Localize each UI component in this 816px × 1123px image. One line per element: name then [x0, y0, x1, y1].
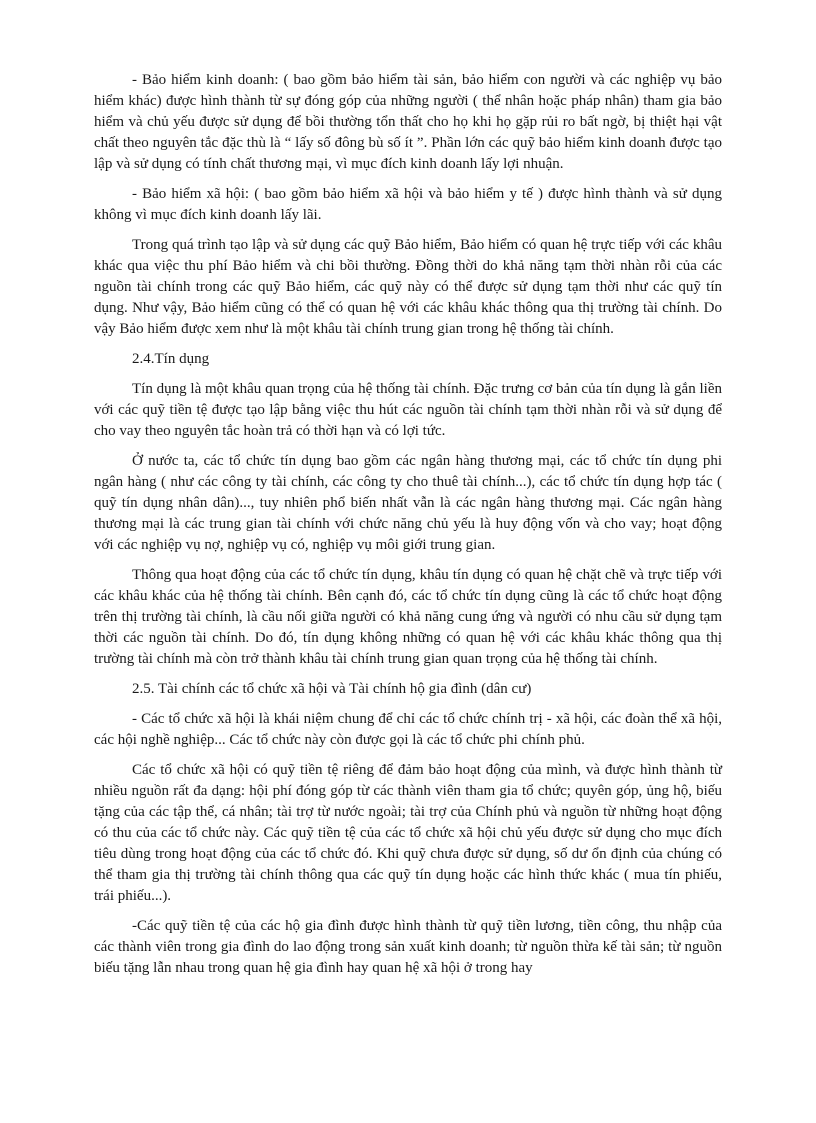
paragraph-bao-hiem-kinh-doanh: - Bảo hiểm kinh doanh: ( bao gồm bảo hiểm tài sản, bảo hiểm con người và các nghiệp vụ bảo hiểm khác) được hình thành từ sự đóng góp của những người ( thể nhân hoặc pháp nhân) tham gia bảo hiểm và chủ yếu được sử dụng để bồi thường tổn thất cho họ khi họ gặp rủi ro bất ngờ, bị thiệt hại vật chất theo nguyên tắc đặc thù là “ lấy số đông bù số ít ”. Phần lớn các quỹ bảo hiểm kinh doanh được tạo lập và sử dụng có tính chất thương mại, vì mục đích kinh doanh lấy lợi nhuận. [94, 72, 722, 172]
paragraph-quy-bao-hiem: Trong quá trình tạo lập và sử dụng các quỹ Bảo hiểm, Bảo hiểm có quan hệ trực tiếp với các khâu khác qua việc thu phí Bảo hiểm và chi bồi thường. Đồng thời do khả năng tạm thời nhàn rỗi của các nguồn tài chính trong các quỹ Bảo hiểm, các quỹ này có thể được sử dụng tạm thời như các quỹ tín dụng. Như vậy, Bảo hiểm cũng có thể có quan hệ với các khâu khác thông qua thị trường tài chính. Do vậy Bảo hiểm được xem như là một khâu tài chính trung gian trong hệ thống tài chính. [94, 237, 722, 337]
section-heading-tin-dung: 2.4.Tín dụng [132, 351, 210, 367]
paragraph-quy-ho-gia-dinh: -Các quỹ tiền tệ của các hộ gia đình được hình thành từ quỹ tiền lương, tiền công, thu nhập của các thành viên trong gia đình do lao động trong sản xuất kinh doanh; từ nguồn thừa kế tài sản; từ nguồn biếu tặng lẫn nhau trong quan hệ gia đình hay quan hệ xã hội ở trong hay [94, 918, 722, 976]
paragraph-to-chuc-xa-hoi: - Các tổ chức xã hội là khái niệm chung để chỉ các tổ chức chính trị - xã hội, các đoàn thể xã hội, các hội nghề nghiệp... Các tổ chức này còn được gọi là các tổ chức phi chính phủ. [94, 711, 722, 748]
paragraph-to-chuc-tin-dung: Ở nước ta, các tổ chức tín dụng bao gồm các ngân hàng thương mại, các tổ chức tín dụng phi ngân hàng ( như các công ty tài chính, các công ty cho thuê tài chính...), các tổ chức tín dụng hợp tác ( quỹ tín dụng nhân dân)..., tuy nhiên phổ biến nhất vẫn là các ngân hàng thương mại. Các ngân hàng thương mại là các trung gian tài chính với chức năng chủ yếu là huy động vốn và cho vay; hoạt động với các nghiệp vụ nợ, nghiệp vụ có, nghiệp vụ môi giới trung gian. [94, 453, 722, 553]
paragraph-tin-dung-dinh-nghia: Tín dụng là một khâu quan trọng của hệ thống tài chính. Đặc trưng cơ bản của tín dụng là gắn liền với các quỹ tiền tệ được tạo lập bằng việc thu hút các nguồn tài chính tạm thời nhàn rỗi và sử dụng để cho vay theo nguyên tắc hoàn trả có thời hạn và có lợi tức. [94, 381, 722, 439]
document-page [94, 70, 722, 988]
section-heading-tai-chinh-xa-hoi: 2.5. Tài chính các tổ chức xã hội và Tài chính hộ gia đình (dân cư) [132, 681, 532, 697]
paragraph-hoat-dong-tin-dung: Thông qua hoạt động của các tổ chức tín dụng, khâu tín dụng có quan hệ chặt chẽ và trực tiếp với các khâu khác của hệ thống tài chính. Bên cạnh đó, các tổ chức tín dụng cũng là các tổ chức hoạt động trên thị trường tài chính, là cầu nối giữa người có khả năng cung ứng và người có nhu cầu sử dụng tạm thời các nguồn tài chính. Do đó, tín dụng không những có quan hệ với các khâu khác thông qua thị trường tài chính mà còn trở thành khâu tài chính trung gian quan trọng của hệ thống tài chính. [94, 567, 722, 667]
paragraph-bao-hiem-xa-hoi: - Bảo hiểm xã hội: ( bao gồm bảo hiểm xã hội và bảo hiểm y tế ) được hình thành và sử dụng không vì mục đích kinh doanh lấy lãi. [94, 186, 722, 223]
paragraph-quy-to-chuc-xa-hoi: Các tổ chức xã hội có quỹ tiền tệ riêng để đảm bảo hoạt động của mình, và được hình thành từ nhiều nguồn rất đa dạng: hội phí đóng góp từ các thành viên tham gia tổ chức; quyên góp, ủng hộ, biếu tặng của các tập thể, cá nhân; tài trợ từ nước ngoài; tài trợ của Chính phủ và nguồn từ những hoạt động có thu của các tổ chức này. Các quỹ tiền tệ của các tổ chức xã hội chủ yếu được sử dụng cho mục đích tiêu dùng trong hoạt động của các tổ chức đó. Khi quỹ chưa được sử dụng, số dư ổn định của chúng có thể tham gia thị trường tài chính thông qua các quỹ tín dụng hoặc các hình thức khác ( mua tín phiếu, trái phiếu...). [94, 762, 722, 904]
